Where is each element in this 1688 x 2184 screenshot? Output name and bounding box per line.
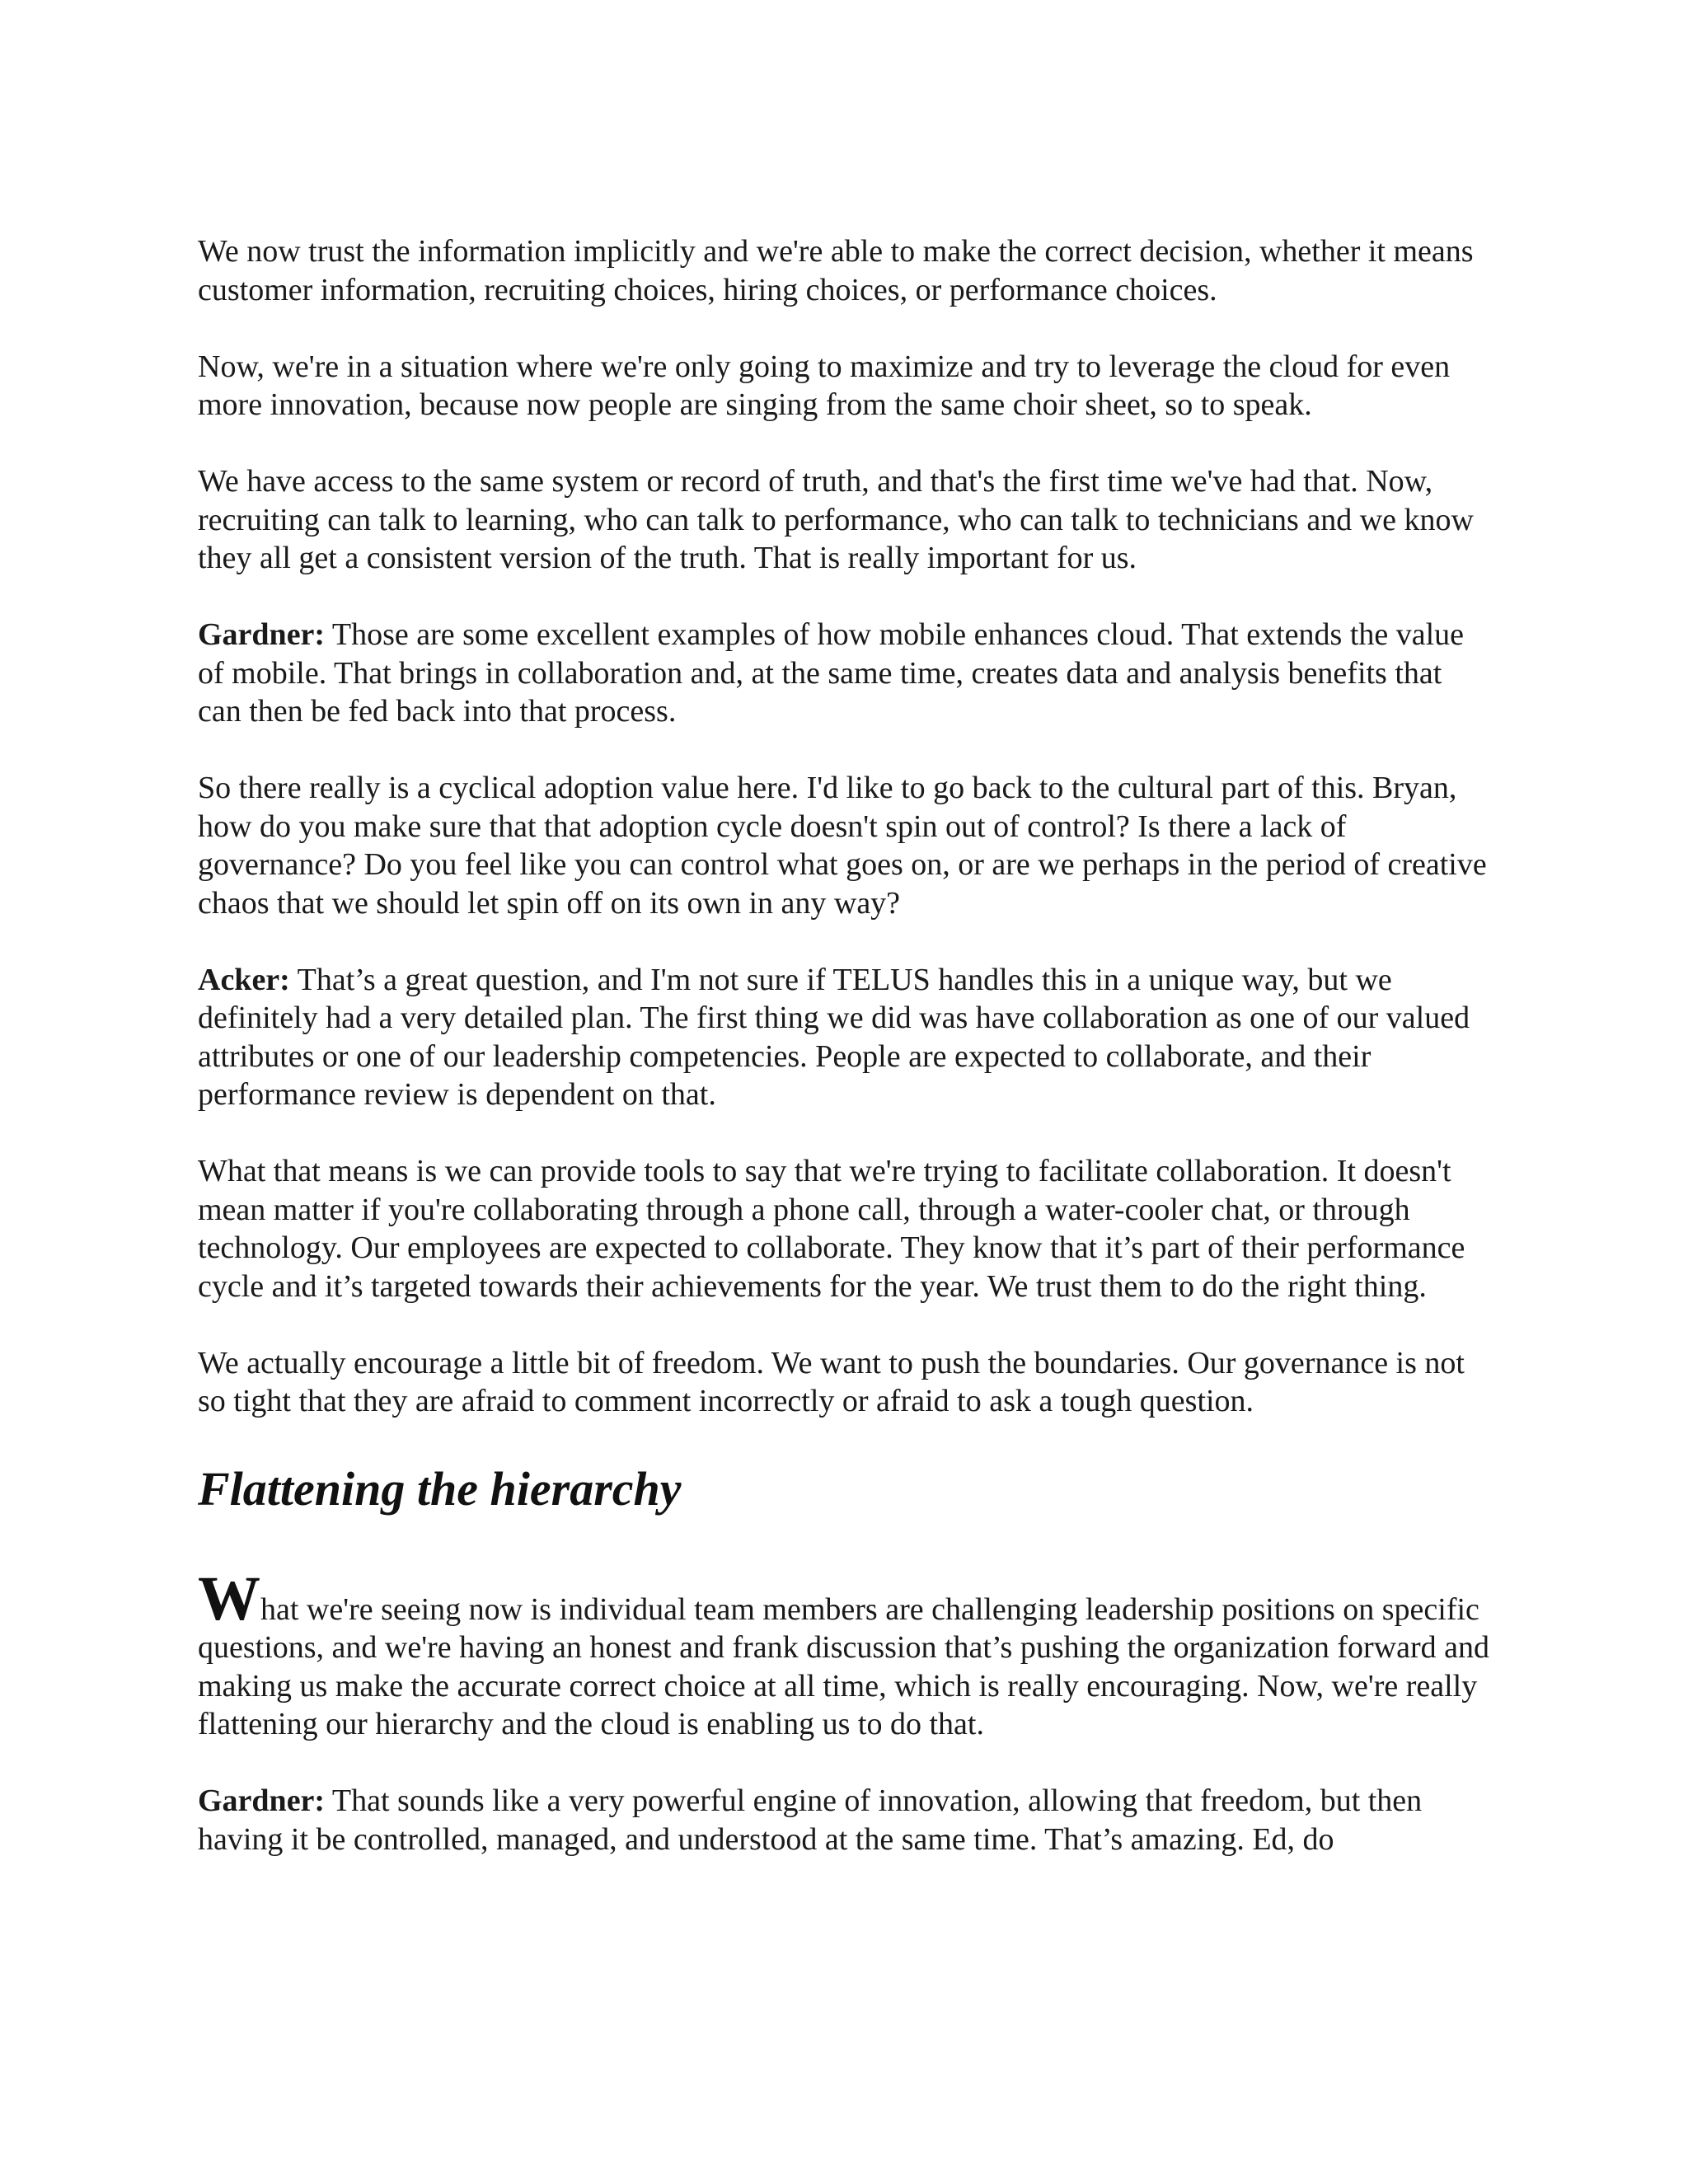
paragraph-text: We have access to the same system or record of truth, and that's the first time we've had that. Now, recruiting can talk to learning, who can talk to performance, who can talk to technicians and we know they all get a consistent version of the truth. That is really important for us. bbox=[198, 464, 1474, 575]
dropcap-paragraph bbox=[198, 1563, 1492, 1744]
paragraph-7 bbox=[198, 1152, 1492, 1305]
paragraph-1 bbox=[198, 232, 1492, 309]
paragraph-5 bbox=[198, 769, 1492, 922]
paragraph-text: That’s a great question, and I'm not sure if TELUS handles this in a unique way, but we definitely had a very detailed plan. The first thing we did was have collaboration as one of our valued attributes or one of our leadership competencies. People are expected to collaborate, and their performance review is dependent on that. bbox=[198, 962, 1470, 1112]
paragraph-final bbox=[198, 1782, 1492, 1858]
speaker-name: Gardner: bbox=[198, 1783, 326, 1818]
speaker-name: Acker: bbox=[198, 962, 290, 997]
paragraph-text: Now, we're in a situation where we're only going to maximize and try to leverage the cloud for even more innovation, because now people are singing from the same choir sheet, so to speak. bbox=[198, 349, 1451, 422]
paragraph-6 bbox=[198, 961, 1492, 1114]
paragraph-text: Those are some excellent examples of how mobile enhances cloud. That extends the value of mobile. That brings in collaboration and, at the same time, creates data and analysis benefits that can then be fed back into that process. bbox=[198, 617, 1465, 729]
paragraph-text: We actually encourage a little bit of freedom. We want to push the boundaries. Our governance is not so tight that they are afraid to comment incorrectly or afraid to ask a tough question. bbox=[198, 1345, 1465, 1418]
speaker-name: Gardner: bbox=[198, 617, 326, 652]
paragraph-text: So there really is a cyclical adoption value here. I'd like to go back to the cultural part of this. Bryan, how do you make sure that that adoption cycle doesn't spin out of control? Is there a lack of governance? Do you feel like you can control what goes on, or are we perhaps in the period of creative chaos that we should let spin off on its own in any way? bbox=[198, 771, 1487, 921]
paragraph-4 bbox=[198, 616, 1492, 731]
section-heading: Flattening the hierarchy bbox=[198, 1461, 682, 1516]
paragraph-text: hat we're seeing now is individual team members are challenging leadership positions on specific questions, and we're having an honest and frank discussion that’s pushing the organization forward and making us make the accurate correct choice at all time, which is really encouraging. Now, we're really flattening our hierarchy and the cloud is enabling us to do that. bbox=[198, 1591, 1489, 1741]
paragraph-8 bbox=[198, 1344, 1492, 1421]
paragraph-text: That sounds like a very powerful engine of innovation, allowing that freedom, but then having it be controlled, managed, and understood at the same time. That’s amazing. Ed, do bbox=[198, 1783, 1423, 1857]
paragraph-3 bbox=[198, 462, 1492, 578]
paragraph-2 bbox=[198, 348, 1492, 424]
paragraph-text: What that means is we can provide tools to say that we're trying to facilitate collaboration. It doesn't mean matter if you're collaborating through a phone call, through a water-cooler chat, or through technology. Our employees are expected to collaborate. They know that it’s part of their performance cycle and it’s targeted towards their achievements for the year. We trust them to do the right thing. bbox=[198, 1154, 1465, 1304]
drop-cap-letter: W bbox=[198, 1563, 260, 1633]
paragraph-text: We now trust the information implicitly and we're able to make the correct decision, whether it means customer information, recruiting choices, hiring choices, or performance choices. bbox=[198, 234, 1474, 307]
document-page bbox=[198, 232, 1492, 1858]
